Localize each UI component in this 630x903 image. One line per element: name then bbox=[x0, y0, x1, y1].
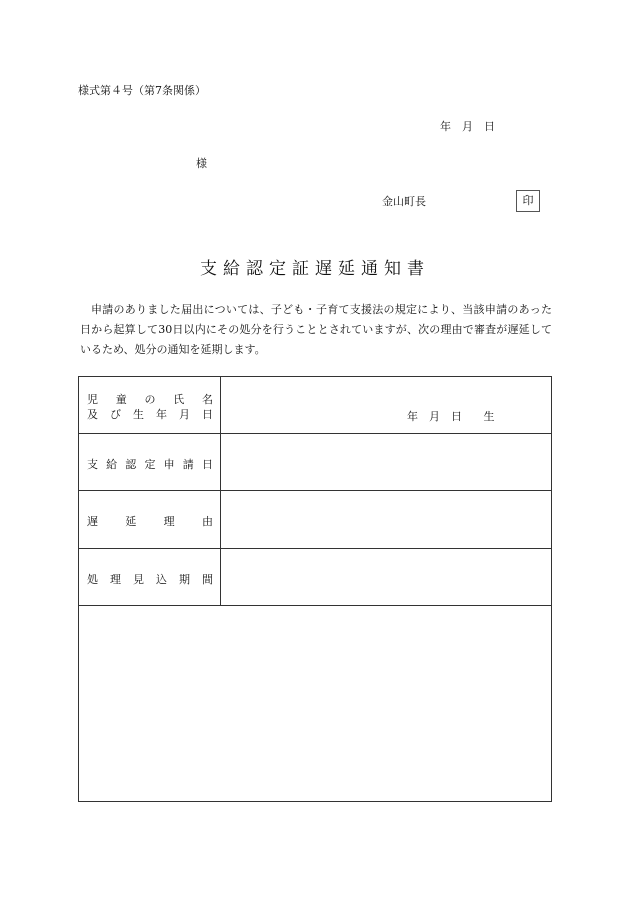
remarks-area[interactable] bbox=[79, 606, 551, 801]
label-char: 理 bbox=[110, 573, 121, 586]
label-char: 生 bbox=[133, 408, 144, 421]
addressee-suffix: 様 bbox=[196, 157, 207, 170]
label-char: 児 bbox=[87, 393, 98, 406]
label-char: 給 bbox=[106, 458, 118, 471]
label-char: 遅 bbox=[87, 515, 98, 528]
table-row-delay-reason bbox=[79, 491, 551, 549]
value-cell-application-date[interactable] bbox=[221, 434, 551, 490]
label-char: 年 bbox=[156, 408, 167, 421]
label-char: 申 bbox=[163, 458, 175, 471]
table-row-application-date bbox=[79, 434, 551, 491]
document-body: 申請のありました届出については、子ども・子育て支援法の規定により、当該申請のあった日から起算して30日以内にその処分を行うこととされていますが、次の理由で審査が遅延しているため、処分の通知を延期します。 bbox=[80, 303, 552, 356]
label-cell-child bbox=[79, 377, 221, 433]
label-char: 延 bbox=[125, 515, 137, 528]
label-application-date bbox=[87, 456, 213, 472]
label-char: び bbox=[110, 408, 121, 421]
label-char: 処 bbox=[87, 573, 98, 586]
label-cell-application-date bbox=[79, 434, 221, 490]
dob-suffix: 年 月 日 生 bbox=[407, 410, 495, 423]
label-char: 込 bbox=[156, 573, 167, 586]
value-cell-child[interactable] bbox=[221, 377, 551, 433]
value-cell-delay-reason[interactable] bbox=[221, 491, 551, 548]
label-char: 定 bbox=[144, 458, 156, 471]
seal-mark: 印 bbox=[516, 190, 540, 212]
label-char: 間 bbox=[202, 573, 213, 586]
form-number: 様式第４号（第7条関係） bbox=[78, 84, 206, 97]
label-char: 日 bbox=[202, 408, 213, 421]
label-char: 由 bbox=[201, 515, 213, 528]
issuer-name: 金山町長 bbox=[382, 195, 426, 208]
label-char: 支 bbox=[87, 458, 98, 471]
label-cell-delay-reason bbox=[79, 491, 221, 548]
label-char: 及 bbox=[87, 408, 98, 421]
value-cell-processing-period[interactable] bbox=[221, 549, 551, 605]
label-child-line1 bbox=[87, 391, 213, 407]
label-char: 日 bbox=[201, 458, 213, 471]
issue-date-line: 年 月 日 bbox=[440, 120, 495, 133]
table-row-processing-period bbox=[79, 549, 551, 606]
label-char: 名 bbox=[202, 393, 213, 406]
label-child-line2 bbox=[87, 406, 213, 422]
label-delay-reason bbox=[87, 513, 213, 529]
label-cell-processing-period bbox=[79, 549, 221, 605]
label-char: 期 bbox=[179, 573, 190, 586]
label-char: の bbox=[144, 393, 156, 406]
label-char: 認 bbox=[125, 458, 137, 471]
document-title: 支給認定証遅延通知書 bbox=[200, 259, 430, 279]
label-char: 見 bbox=[133, 573, 144, 586]
form-table bbox=[78, 376, 552, 802]
label-char: 童 bbox=[115, 393, 127, 406]
label-char: 請 bbox=[182, 458, 194, 471]
label-processing-period bbox=[87, 571, 213, 587]
table-row-child bbox=[79, 377, 551, 434]
label-char: 月 bbox=[179, 408, 190, 421]
label-char: 理 bbox=[163, 515, 175, 528]
label-char: 氏 bbox=[173, 393, 185, 406]
